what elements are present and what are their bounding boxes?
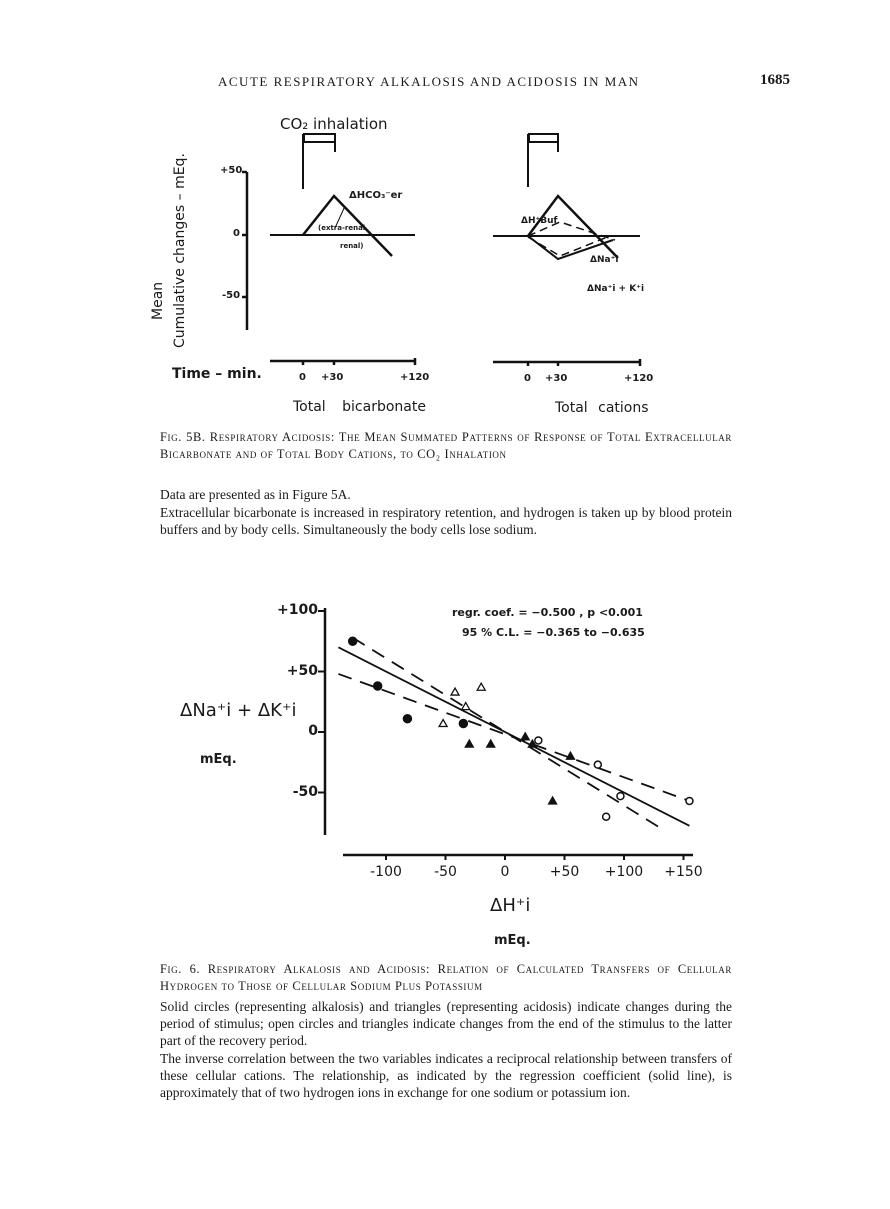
y-tick-label: +50 — [286, 662, 318, 679]
na-k-label: ΔNa⁺i + K⁺i — [587, 284, 645, 294]
x-tick-label: +150 — [664, 864, 703, 880]
page-number: 1685 — [760, 72, 790, 88]
confidence-line — [353, 638, 666, 832]
y-label-mean: Mean — [150, 281, 166, 320]
regression-annotation: regr. coef. = −0.500 , p <0.001 — [452, 606, 643, 619]
confidence-line — [338, 674, 689, 801]
x-tick: +30 — [321, 372, 344, 383]
solid-triangle-point — [465, 740, 473, 747]
solid-triangle-point — [566, 752, 574, 759]
open-triangle-point — [462, 703, 470, 710]
open-circle-point — [617, 793, 624, 800]
solid-circle-point — [403, 715, 411, 723]
fig5b-caption: Fig. 5B. Respiratory Acidosis: The Mean Summated Patterns of Response of Total Extracellular Bicarbonate and of Total Body Cations, to CO₂ Inhalation — [160, 430, 732, 461]
y-tick-label: +100 — [277, 602, 318, 618]
open-triangle-point — [477, 683, 485, 690]
open-circle-point — [686, 797, 693, 804]
y-axis-label: ΔNa⁺i + ΔK⁺i — [180, 700, 297, 721]
y-tick: 0 — [233, 228, 240, 239]
y-tick-label: -50 — [292, 783, 318, 800]
running-header: ACUTE RESPIRATORY ALKALOSIS AND ACIDOSIS IN MAN — [218, 74, 640, 89]
na-label: ΔNa⁺i — [590, 255, 619, 265]
right-panel-title: Total cations — [555, 400, 649, 416]
solid-triangle-point — [487, 740, 495, 747]
fig6-text-2: The inverse correlation between the two variables indicates a reciprocal relationship between transfers of these cellular cations. The relationship, as indicated by the regression coefficient (solid line), is approximately that of two hydrogen ions in exchange for one sodium or potassium ion. — [160, 1051, 732, 1100]
y-tick-label: 0 — [308, 723, 318, 739]
fig5b-text-1: Data are presented as in Figure 5A. — [160, 487, 351, 502]
open-circle-point — [594, 761, 601, 768]
solid-circle-point — [459, 720, 467, 728]
hco3-label: ΔHCO₃⁻er — [349, 190, 403, 201]
open-triangle-point — [451, 688, 459, 695]
solid-triangle-point — [521, 733, 529, 740]
open-circle-point — [535, 737, 542, 744]
x-tick: +30 — [545, 373, 568, 384]
x-axis-label: ΔH⁺i — [490, 895, 531, 916]
x-tick-label: 0 — [500, 864, 510, 880]
open-circle-point — [603, 813, 610, 820]
y-label-cumulative: Cumulative changes – mEq. — [172, 153, 188, 348]
x-tick-label: -100 — [370, 864, 402, 880]
confidence-annotation: 95 % C.L. = −0.365 to −0.635 — [462, 626, 645, 639]
time-label: Time – min. — [172, 366, 262, 382]
x-tick-label: -50 — [434, 864, 457, 880]
x-axis-unit: mEq. — [494, 933, 531, 948]
solid-circle-point — [349, 637, 357, 645]
y-tick: -50 — [222, 290, 241, 301]
solid-circle-point — [374, 682, 382, 690]
solid-triangle-point — [549, 797, 557, 804]
x-tick: +120 — [624, 373, 654, 384]
open-triangle-point — [439, 720, 447, 727]
h-buf-label: ΔH⁺Buf — [521, 216, 558, 226]
x-tick-label: +50 — [549, 864, 580, 880]
x-tick: +120 — [400, 372, 430, 383]
y-axis-unit: mEq. — [200, 752, 237, 767]
extra-renal-label: (extra-renal — [318, 224, 366, 232]
y-tick: +50 — [220, 165, 243, 176]
left-panel-title: Total bicarbonate — [293, 399, 426, 415]
renal-label: renal) — [340, 242, 364, 250]
fig6-text-1: Solid circles (representing alkalosis) and triangles (representing acidosis) indicate changes during the period of stimulus; open circles and triangles indicate changes from the end of the stimulus to the latter part of the recovery period. — [160, 999, 732, 1048]
fig6-caption: Fig. 6. Respiratory Alkalosis and Acidosis: Relation of Calculated Transfers of Cellular Hydrogen to Those of Cellular Sodium Plus Potassium — [160, 962, 732, 993]
stimulus-label: CO₂ inhalation — [280, 115, 388, 133]
fig5b-text-2: Extracellular bicarbonate is increased in respiratory retention, and hydrogen is taken up by blood protein buffers and by body cells. Simultaneously the body cells lose sodium. — [160, 505, 732, 537]
x-tick: 0 — [524, 373, 531, 384]
x-tick-label: +100 — [604, 864, 644, 880]
x-tick: 0 — [299, 372, 306, 383]
